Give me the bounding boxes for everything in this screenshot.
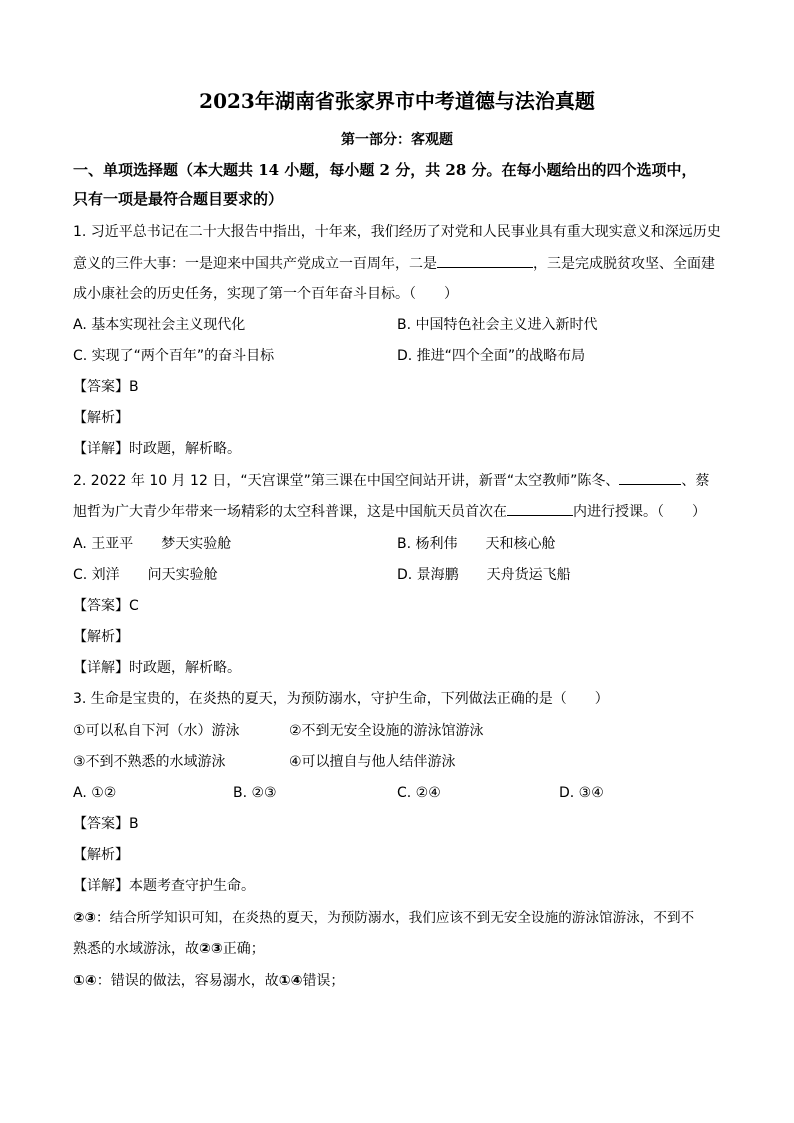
q3-explanation-text-2: 熟悉的水域游泳，故 (73, 941, 199, 957)
q2-detail: 【详解】时政题，解析略。 (73, 660, 241, 676)
q1-stem-text-a: 意义的三件大事：一是迎来中国共产党成立一百周年，二是 (73, 256, 437, 272)
q3-statement-2: ②不到无安全设施的游泳馆游泳 (289, 723, 484, 739)
q2-stem-text-c: 旭哲为广大青少年带来一场精彩的太空科普课，这是中国航天员首次在 (73, 504, 507, 520)
q2-stem-text-a: 2. 2022 年 10 月 12 日，“天宫课堂”第三课在中国空间站开讲，新晋“太空教师”陈冬、 (73, 473, 620, 489)
section-heading-line2: 只有一项是最符合题目要求的） (73, 190, 284, 208)
q2-stem-text-b: 、蔡 (681, 473, 710, 489)
q1-option-a: A. 基本实现社会主义现代化 (73, 317, 246, 333)
q3-explanation-marker-14b: ①④ (278, 973, 303, 989)
q1-stem-line1: 1. 习近平总书记在二十大报告中指出，十年来，我们经历了对党和人民事业具有重大现实意义和深远历史 (73, 224, 721, 240)
q3-option-b: B. ②③ (233, 785, 277, 801)
q2-option-b: B. 杨利伟 天和核心舱 (397, 536, 556, 552)
section-part-title: 第一部分：客观题 (341, 132, 453, 148)
q3-explanation-marker-23b: ②③ (199, 941, 223, 957)
q3-stem: 3. 生命是宝贵的，在炎热的夏天，为预防溺水，守护生命，下列做法正确的是（ ） (73, 691, 609, 707)
q3-answer: 【答案】B (73, 816, 139, 832)
q2-option-c: C. 刘洋 问天实验舱 (73, 567, 218, 583)
q3-explanation-text-4: ：错误的做法，容易溺水，故 (96, 973, 279, 989)
q2-stem-line1 (73, 470, 709, 491)
q3-explanation-text-5: 错误； (302, 973, 345, 989)
q3-explanation-marker-23: ②③ (73, 910, 97, 926)
q2-option-d: D. 景海鹏 天舟货运飞船 (397, 567, 571, 583)
page-title: 2023年湖南省张家界市中考道德与法治真题 (199, 89, 595, 113)
q3-statement-4: ④可以擅自与他人结伴游泳 (289, 754, 456, 770)
q3-option-a: A. ①② (73, 785, 117, 801)
q3-option-d: D. ③④ (559, 785, 604, 801)
q1-option-d: D. 推进“四个全面”的战略布局 (397, 348, 586, 364)
q3-option-c: C. ②④ (397, 785, 441, 801)
q1-analysis: 【解析】 (73, 410, 129, 426)
q1-answer-blank (437, 253, 533, 268)
q3-explanation-marker-14: ①④ (73, 973, 97, 989)
q1-option-c: C. 实现了“两个百年”的奋斗目标 (73, 348, 275, 364)
q1-stem-line2 (73, 253, 715, 274)
q3-analysis: 【解析】 (73, 847, 129, 863)
q2-stem-line2 (73, 501, 706, 522)
q2-answer-blank-1 (619, 470, 681, 485)
q1-answer: 【答案】B (73, 379, 139, 395)
q2-analysis: 【解析】 (73, 629, 129, 645)
q1-stem-line3: 成小康社会的历史任务，实现了第一个百年奋斗目标。（ ） (73, 286, 458, 302)
q2-stem-text-d: 内进行授课。（ ） (573, 504, 706, 520)
q2-answer-blank-2 (507, 501, 573, 516)
q2-answer: 【答案】C (73, 598, 139, 614)
q2-option-a: A. 王亚平 梦天实验舱 (73, 536, 232, 552)
q3-explanation-text-1: ：结合所学知识可知，在炎热的夏天，为预防溺水，我们应该不到无安全设施的游泳馆游泳，不到不 (96, 910, 695, 926)
section-heading-line1: 一、单项选择题（本大题共 14 小题，每小题 2 分，共 28 分。在每小题给出的四个选项中， (73, 161, 697, 179)
q1-option-b: B. 中国特色社会主义进入新时代 (397, 317, 598, 333)
q1-stem-text-b: ，三是完成脱贫攻坚、全面建 (533, 256, 715, 272)
q3-explanation-line2 (73, 939, 265, 959)
q3-detail: 【详解】本题考查守护生命。 (73, 878, 255, 894)
q3-explanation-line3 (73, 971, 344, 991)
q3-explanation-line1 (73, 908, 694, 928)
q3-statement-3: ③不到不熟悉的水域游泳 (73, 754, 226, 770)
q3-explanation-text-3: 正确； (222, 941, 265, 957)
q1-detail: 【详解】时政题，解析略。 (73, 441, 241, 457)
q3-statement-1: ①可以私自下河（水）游泳 (73, 723, 240, 739)
